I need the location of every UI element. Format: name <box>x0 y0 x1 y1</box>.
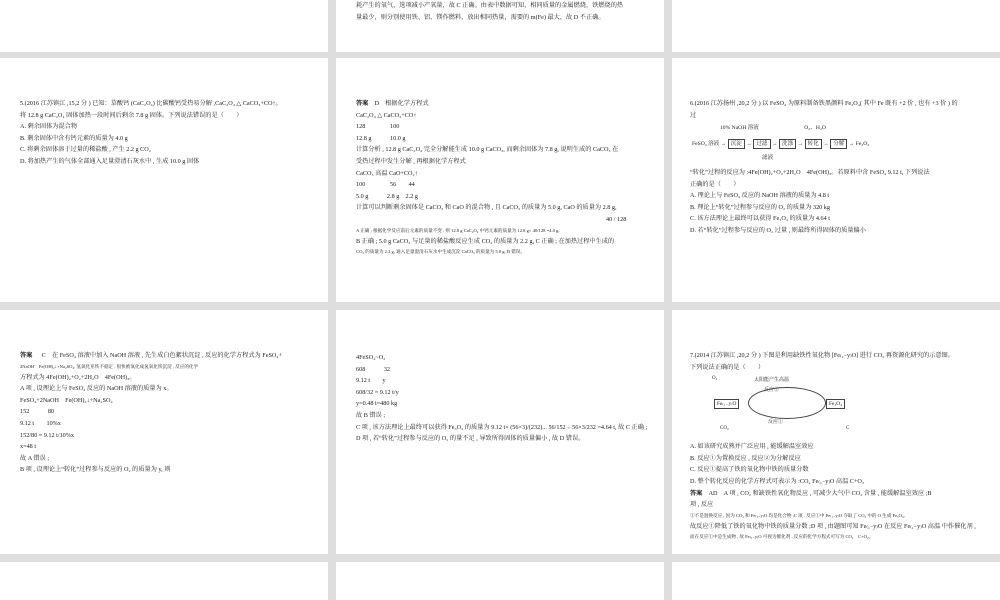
step-convert: 转化 <box>805 139 822 149</box>
text-line: A 正确 ; 根据化学反应前后元素的质量不变 , 则 12.8 g CaC₂O₄ 中钙元素的质量为 12.8 g× 40/128 =4.0 g, <box>356 227 560 233</box>
reagent-naoh: 10% NaOH 溶液 <box>720 125 759 132</box>
option-a: A. 如该研究成熟并广泛应用 , 能缓解温室效应 <box>690 443 814 451</box>
text-line: 而在反应①中是生成物 , 故 Fe₍₁₋y₎O 可视为催化剂 , 反应的化学方程式可写为 CO₂ C+O₂。 <box>690 534 874 540</box>
text-line: 量最少，则分别使用铁、铝、镁作燃料，放出相同热量，需要的 m(Fe) 最大，故 D 不正确。 <box>356 13 605 21</box>
text-line: 100 56 44 <box>356 181 415 189</box>
text-line: y=0.48 t=480 kg <box>356 400 398 408</box>
text-line: 故 A 错误 ; <box>20 454 50 462</box>
text-line: C 项 , 该方法理论上最终可以获得 Fe₃O₄ 的质量为 9.12 t× (56×3)/(232)... 56/152 ÷ 56×3/232 =4.64 t, 故 C 正确 ; <box>356 423 648 431</box>
answer-label: 答案 <box>690 489 703 497</box>
text-line: ①不是置换反应 , 因为 CO₂ 和 Fe₍₁₋y₎O 均是化合物 ;C 项 , 反应①中 Fe₍₁₋y₎O 夺取了 CO₂ 中的 O 生成 Fe₃O₄, <box>690 512 905 518</box>
answer-text: D 根据化学方程式 <box>374 100 429 107</box>
text-line: 故反应①降低了铁的氧化物中铁的质量分数 ;D 项 , 由题图可知 Fe₍₁₋y₎O 在反应 Fe₍₁₋y₎O 高温 中作催化剂 , <box>690 522 976 530</box>
text-line: 9.12 t y <box>356 377 386 385</box>
text-line: 608/32 = 9.12 t/y <box>356 388 399 396</box>
text-line: 4FeSO₄~O₂ <box>356 354 386 361</box>
option-c: C. 该方法理论上最终可以获得 Fe₃O₄ 的质量为 4.64 t <box>690 215 830 223</box>
label-reaction-1: 反应① <box>768 420 784 426</box>
option-d: D. 整个转化反应的化学方程式可表示为 :CO₂ Fe₍₁₋y₎O 高温 C+O₂ <box>690 477 865 485</box>
text-line: 152 80 <box>20 408 55 416</box>
label-co2: CO₂ <box>720 426 729 432</box>
text-line: 12.8 g 10.0 g <box>356 134 406 142</box>
step-decompose: 分解 <box>830 139 847 149</box>
slide-bottom-right <box>672 562 1000 600</box>
arrow-icon: → <box>746 140 752 147</box>
slide-bottom-middle <box>336 562 664 600</box>
slide-question-7 <box>672 310 1000 554</box>
option-b: B. 反应①为置换反应 , 反应②为分解反应 <box>690 454 801 462</box>
text-line: A 项 , 设理论上与 FeSO₄ 反应的 NaOH 溶液的质量为 x。 <box>20 385 173 393</box>
answer-line <box>356 98 646 110</box>
option-d: D. 将加热产生的气体全部通入足量澄清石灰水中 , 生成 10.0 g 固体 <box>20 157 200 165</box>
question-stem: 6.(2016 江苏扬州 ,20,2 分 ) 以 FeSO₄ 为原料制备铁黑颜料 Fe₃O₄( 其中 Fe 既有 +2 价 , 也有 +3 价 ) 的 <box>690 100 958 107</box>
step-wash: 洗涤 <box>779 139 796 149</box>
text-line: B 正确 ; 5.0 g CaCO₃ 与足量的稀盐酸反应生成 CO₂ 的质量为 2.2 g, C 正确 ; 在加热过程中生成的 <box>356 237 615 245</box>
question-stem: 7.(2014 江苏镇江 ,20,2 分 ) 下图是利用缺铁性氧化物 [Fe₍₁₋y₎O] 进行 CO₂ 再资源化研究的示意图。 <box>690 352 954 359</box>
label-reaction-2: 反应② <box>764 388 780 394</box>
slide-top-left <box>0 0 328 52</box>
text-line: CO₂ 的质量为 2.2 g, 通入足量澄清石灰水中生成沉淀 CaCO₃ 的质量为 5.0 g, D 错误。 <box>356 249 526 255</box>
text-line: 受热过程中发生分解 , 再根据化学方程式 <box>356 157 466 165</box>
answer-line <box>20 350 310 362</box>
side-output-filtrate: 滤液 <box>762 155 774 162</box>
slide-top-middle <box>336 0 664 52</box>
question-stem: 过 <box>690 111 697 119</box>
text-line: “转化”过程的反应为 :4Fe(OH)₂+O₂+2H₂O 4Fe(OH)₃。若原料中含 FeSO₄ 9.12 t, 下列说法 <box>690 168 930 176</box>
slide-top-right <box>672 0 1000 52</box>
text-line: 9.12 t 10%x <box>20 419 61 427</box>
text-line: 608 32 <box>356 365 391 373</box>
label-c: C <box>846 426 850 432</box>
cycle-arrow-icon <box>748 387 826 419</box>
answer-label: 答案 <box>20 352 33 359</box>
text-line: 5.0 g 2.8 g 2.2 g <box>356 192 418 200</box>
option-b: B. 剩余固体中含有钙元素的质量为 4.0 g <box>20 134 128 142</box>
slide-answer-6-part-2 <box>336 310 664 554</box>
text-line: 项 , 反应 <box>690 501 714 509</box>
process-diagram <box>692 123 982 165</box>
arrow-icon: → <box>797 140 804 147</box>
fraction-line: 40 / 128 <box>606 215 627 223</box>
answer-text: AD A 项 , CO₂ 和缺铁性氧化物反应 , 可减少大气中 CO₂ 含量 , 能缓解温室效应 ;B <box>708 489 932 497</box>
product: Fe₃O₄ <box>855 140 870 147</box>
text-line: CaC₂O₄ △ CaCO₃+CO↑ <box>356 111 417 119</box>
text-line: x=48 t <box>20 443 37 451</box>
arrow-icon: → <box>720 140 727 147</box>
text-line: B 项 , 设理论上“转化”过程参与反应的 O₂ 的质量为 y, 则 <box>20 466 171 474</box>
answer-line <box>690 488 982 500</box>
label-o2: O₂ <box>712 376 718 382</box>
question-stem: 将 12.8 g CaC₂O₄ 固体加热一段时间后剩余 7.8 g 固体。下列说法错误的是（ ） <box>20 111 243 119</box>
text-line: 正确的是（ ） <box>690 180 740 188</box>
text-line: CaCO₃ 高温 CaO+CO₂↑ <box>356 169 418 177</box>
option-a: A. 理论上与 FeSO₄ 反应的 NaOH 溶液的质量为 4.8 t <box>690 192 830 200</box>
option-c: C. 将剩余固体溶于过量的稀盐酸 , 产生 2.2 g CO₂ <box>20 146 151 154</box>
text-line: 计算可以判断剩余固体是 CaCO₃ 和 CaO 的混合物 , 且 CaCO₃ 的质量为 5.0 g, CaO 的质量为 2.8 g, <box>356 204 617 212</box>
text-line: 152/80 = 9.12 t/10%x <box>20 431 75 439</box>
text-line: 方程式为 4Fe(OH)₂+O₂+2H₂O 4Fe(OH)₃。 <box>20 373 136 381</box>
slide-question-6 <box>672 58 1000 302</box>
box-fe3o4: Fe₃O₄ <box>826 399 845 409</box>
option-c: C. 反应①提高了铁的氧化物中铁的质量分数 <box>690 466 809 474</box>
arrow-icon: → <box>823 140 829 147</box>
cycle-diagram <box>708 375 858 437</box>
question-stem: 5.(2016 江苏镇江 ,15,2 分 ) 已知：草酸钙 (CaC₂O₄) 比碳酸钙受热易分解 ,CaC₂O₄ △ CaCO₃+CO↑。 <box>20 100 282 107</box>
step-precipitate: 沉淀 <box>728 139 745 149</box>
answer-text: C 在 FeSO₄ 溶液中加入 NaOH 溶液 , 先生成白色絮状沉淀 , 反应的化学方程式为 FeSO₄+ <box>41 352 283 359</box>
box-fe1-yo: Fe₍₁₋y₎O <box>714 399 739 409</box>
arrow-icon: → <box>848 140 855 147</box>
text-line: 计算分析 , 12.8 g CaC₂O₄ 完全分解能生成 10.0 g CaCO₃, 而剩余固体为 7.8 g, 说明生成的 CaCO₃ 在 <box>356 146 619 154</box>
option-b: B. 理论上“转化”过程参与反应的 O₂ 的质量为 320 kg <box>690 203 830 211</box>
text-line: FeSO₄+2NaOH Fe(OH)₂↓+Na₂SO₄ <box>20 396 113 404</box>
text-line: 故 B 错误 ; <box>356 411 386 419</box>
reagent-o2-h2o: O₂、H₂O <box>804 125 826 132</box>
option-d: D. 若“转化”过程参与反应的 O₂ 过量 , 则最终所得固体的质量偏小 <box>690 226 866 234</box>
text-line: 128 100 <box>356 123 400 131</box>
slide-answer-6-part-1 <box>0 310 328 554</box>
slide-answer-5 <box>336 58 664 302</box>
arrow-icon: → <box>771 140 778 147</box>
text-line: 耗产生的氧气，选项减小产氧量，故 C 正确。由表中数据可知，相同质量的金属燃烧，铁燃烧的热 <box>356 2 624 9</box>
text-line: D 项 , 若“转化”过程参与反应的 O₂ 的量不足 , 导致所得固体的质量偏小 , 故 D 错误。 <box>356 435 585 443</box>
label-solar: 太阳能产生高温 <box>754 378 790 384</box>
start-material: FeSO₄ 溶液 <box>692 140 720 147</box>
option-a: A. 剩余固体为混合物 <box>20 123 78 131</box>
answer-label: 答案 <box>356 100 369 107</box>
text-line: 2NaOH Fe(OH)₂↓+Na₂SO₄, 氢氧化亚铁不稳定 , 很快被氧化成氢氧化铁沉淀 , 反应的化学 <box>20 363 199 369</box>
slide-question-5 <box>0 58 328 302</box>
slide-bottom-left <box>0 562 328 600</box>
question-stem: 下列说法正确的是（ ） <box>690 363 765 371</box>
step-filter: 过滤 <box>753 139 770 149</box>
